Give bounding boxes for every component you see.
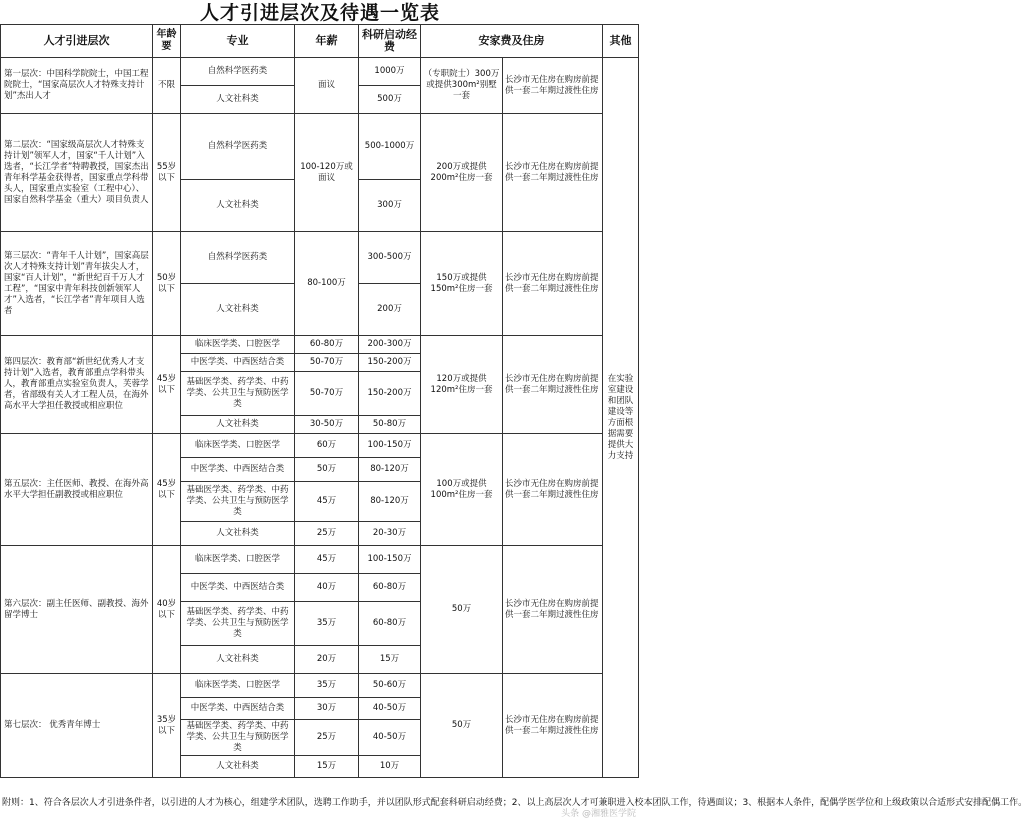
- salary-cell: 50-70万: [295, 372, 359, 416]
- residence-cell: 长沙市无住房在购房前提供一套二年期过渡性住房: [503, 336, 603, 434]
- header-housing: 安家费及住房: [421, 25, 603, 58]
- salary-cell: 35万: [295, 602, 359, 646]
- major-cell: 基础医学类、药学类、中药学类、公共卫生与预防医学类: [181, 602, 295, 646]
- major-cell: 人文社科类: [181, 756, 295, 778]
- watermark: 头条 @湘雅医学院: [561, 809, 636, 819]
- salary-cell: 45万: [295, 482, 359, 522]
- salary-cell: 50-70万: [295, 354, 359, 372]
- residence-cell: 长沙市无住房在购房前提供一套二年期过渡性住房: [503, 114, 603, 232]
- age-limit: 不限: [153, 58, 181, 114]
- housing-cell: 150万或提供150m²住房一套: [421, 232, 503, 336]
- major-cell: 基础医学类、药学类、中药学类、公共卫生与预防医学类: [181, 482, 295, 522]
- other-support: 在实验室建设和团队建设等方面根据需要提供大力支持: [603, 58, 639, 778]
- major-cell: 中医学类、中西医结合类: [181, 354, 295, 372]
- housing-cell: 50万: [421, 674, 503, 778]
- header-salary: 年薪: [295, 25, 359, 58]
- salary-cell: 60万: [295, 434, 359, 458]
- major-cell: 自然科学医药类: [181, 114, 295, 180]
- salary-cell: 30万: [295, 698, 359, 720]
- major-cell: 基础医学类、药学类、中药学类、公共卫生与预防医学类: [181, 720, 295, 756]
- major-cell: 中医学类、中西医结合类: [181, 458, 295, 482]
- fund-cell: 10万: [359, 756, 421, 778]
- salary-cell: 30-50万: [295, 416, 359, 434]
- major-cell: 中医学类、中西医结合类: [181, 698, 295, 720]
- major-cell: 临床医学类、口腔医学: [181, 434, 295, 458]
- age-limit: 45岁以下: [153, 434, 181, 546]
- level-desc: 第五层次：主任医师、教授、在海外高水平大学担任副教授或相应职位: [1, 434, 153, 546]
- fund-cell: 60-80万: [359, 602, 421, 646]
- major-cell: 人文社科类: [181, 284, 295, 336]
- level-desc: 第六层次：副主任医师、副教授、海外留学博士: [1, 546, 153, 674]
- fund-cell: 20-30万: [359, 522, 421, 546]
- residence-cell: 长沙市无住房在购房前提供一套二年期过渡性住房: [503, 434, 603, 546]
- residence-cell: 长沙市无住房在购房前提供一套二年期过渡性住房: [503, 674, 603, 778]
- table-row: [1, 336, 639, 354]
- fund-cell: 50-80万: [359, 416, 421, 434]
- table-row: [1, 674, 639, 698]
- salary-cell: 60-80万: [295, 336, 359, 354]
- header-age: 年龄要: [153, 25, 181, 58]
- major-cell: 临床医学类、口腔医学: [181, 674, 295, 698]
- page-title: 人才引进层次及待遇一览表: [199, 2, 440, 24]
- fund-cell: 500-1000万: [359, 114, 421, 180]
- major-cell: 临床医学类、口腔医学: [181, 546, 295, 574]
- level-desc: 第二层次：“国家级高层次人才特殊支持计划”领军人才，国家“千人计划”入选者，“长江学者”特聘教授，国家杰出青年科学基金获得者，国家重点学科带头人，国家重点实验室（工程中心）、国家自然科学基金（重大）项目负责人: [1, 114, 153, 232]
- salary-cell: 45万: [295, 546, 359, 574]
- fund-cell: 150-200万: [359, 372, 421, 416]
- housing-cell: （专职院士）300万或提供300m²别墅一套: [421, 58, 503, 114]
- table-row: [1, 434, 639, 458]
- header-level: 人才引进层次: [1, 25, 153, 58]
- major-cell: 临床医学类、口腔医学: [181, 336, 295, 354]
- salary-cell: 25万: [295, 720, 359, 756]
- header-row: [1, 25, 639, 58]
- fund-cell: 100-150万: [359, 546, 421, 574]
- header-major: 专业: [181, 25, 295, 58]
- salary-cell: 50万: [295, 458, 359, 482]
- housing-cell: 200万或提供200m²住房一套: [421, 114, 503, 232]
- salary-cell: 100-120万或面议: [295, 114, 359, 232]
- age-limit: 40岁以下: [153, 546, 181, 674]
- header-fund: 科研启动经费: [359, 25, 421, 58]
- major-cell: 人文社科类: [181, 86, 295, 114]
- fund-cell: 1000万: [359, 58, 421, 86]
- fund-cell: 200-300万: [359, 336, 421, 354]
- table-row: [1, 232, 639, 284]
- salary-cell: 面议: [295, 58, 359, 114]
- level-desc: 第一层次：中国科学院院士，中国工程院院士，“国家高层次人才特殊支持计划”杰出人才: [1, 58, 153, 114]
- fund-cell: 15万: [359, 646, 421, 674]
- major-cell: 中医学类、中西医结合类: [181, 574, 295, 602]
- residence-cell: 长沙市无住房在购房前提供一套二年期过渡性住房: [503, 232, 603, 336]
- salary-cell: 15万: [295, 756, 359, 778]
- salary-cell: 25万: [295, 522, 359, 546]
- salary-cell: 35万: [295, 674, 359, 698]
- header-other: 其他: [603, 25, 639, 58]
- fund-cell: 50-60万: [359, 674, 421, 698]
- talent-table: [0, 24, 639, 778]
- fund-cell: 300-500万: [359, 232, 421, 284]
- salary-cell: 80-100万: [295, 232, 359, 336]
- level-desc: 第七层次： 优秀青年博士: [1, 674, 153, 778]
- fund-cell: 40-50万: [359, 698, 421, 720]
- fund-cell: 60-80万: [359, 574, 421, 602]
- major-cell: 自然科学医药类: [181, 58, 295, 86]
- housing-cell: 120万或提供120m²住房一套: [421, 336, 503, 434]
- salary-cell: 20万: [295, 646, 359, 674]
- fund-cell: 150-200万: [359, 354, 421, 372]
- fund-cell: 80-120万: [359, 482, 421, 522]
- housing-cell: 50万: [421, 546, 503, 674]
- fund-cell: 80-120万: [359, 458, 421, 482]
- major-cell: 基础医学类、药学类、中药学类、公共卫生与预防医学类: [181, 372, 295, 416]
- housing-cell: 100万或提供100m²住房一套: [421, 434, 503, 546]
- table-row: [1, 114, 639, 180]
- fund-cell: 300万: [359, 180, 421, 232]
- fund-cell: 500万: [359, 86, 421, 114]
- major-cell: 人文社科类: [181, 522, 295, 546]
- age-limit: 35岁以下: [153, 674, 181, 778]
- table-row: [1, 58, 639, 86]
- fund-cell: 200万: [359, 284, 421, 336]
- major-cell: 自然科学医药类: [181, 232, 295, 284]
- residence-cell: 长沙市无住房在购房前提供一套二年期过渡性住房: [503, 58, 603, 114]
- fund-cell: 100-150万: [359, 434, 421, 458]
- residence-cell: 长沙市无住房在购房前提供一套二年期过渡性住房: [503, 546, 603, 674]
- level-desc: 第三层次：“青年千人计划”，国家高层次人才特殊支持计划”青年拔尖人才，国家“百人计划”，“新世纪百千万人才工程”，“国家中青年科技创新领军人才”入选者，“长江学者”青年项目人选者: [1, 232, 153, 336]
- age-limit: 50岁以下: [153, 232, 181, 336]
- major-cell: 人文社科类: [181, 646, 295, 674]
- age-limit: 45岁以下: [153, 336, 181, 434]
- fund-cell: 40-50万: [359, 720, 421, 756]
- salary-cell: 40万: [295, 574, 359, 602]
- table-row: [1, 546, 639, 574]
- major-cell: 人文社科类: [181, 180, 295, 232]
- level-desc: 第四层次：教育部“新世纪优秀人才支持计划”入选者，教育部重点学科带头人，教育部重点实验室负责人，芙蓉学者，省部级有关人才工程人员，在海外高水平大学担任教授或相应职位: [1, 336, 153, 434]
- major-cell: 人文社科类: [181, 416, 295, 434]
- footer-notes: 附则：1、符合各层次人才引进条件者，以引进的人才为核心，组建学术团队，选聘工作助手，并以团队形式配套科研启动经费；2、以上高层次人才可兼职进入校本团队工作，待遇面议；3、根据本人条件，配偶学医学位和上级政策以合适形式安排配偶工作。: [2, 798, 1027, 808]
- age-limit: 55岁以下: [153, 114, 181, 232]
